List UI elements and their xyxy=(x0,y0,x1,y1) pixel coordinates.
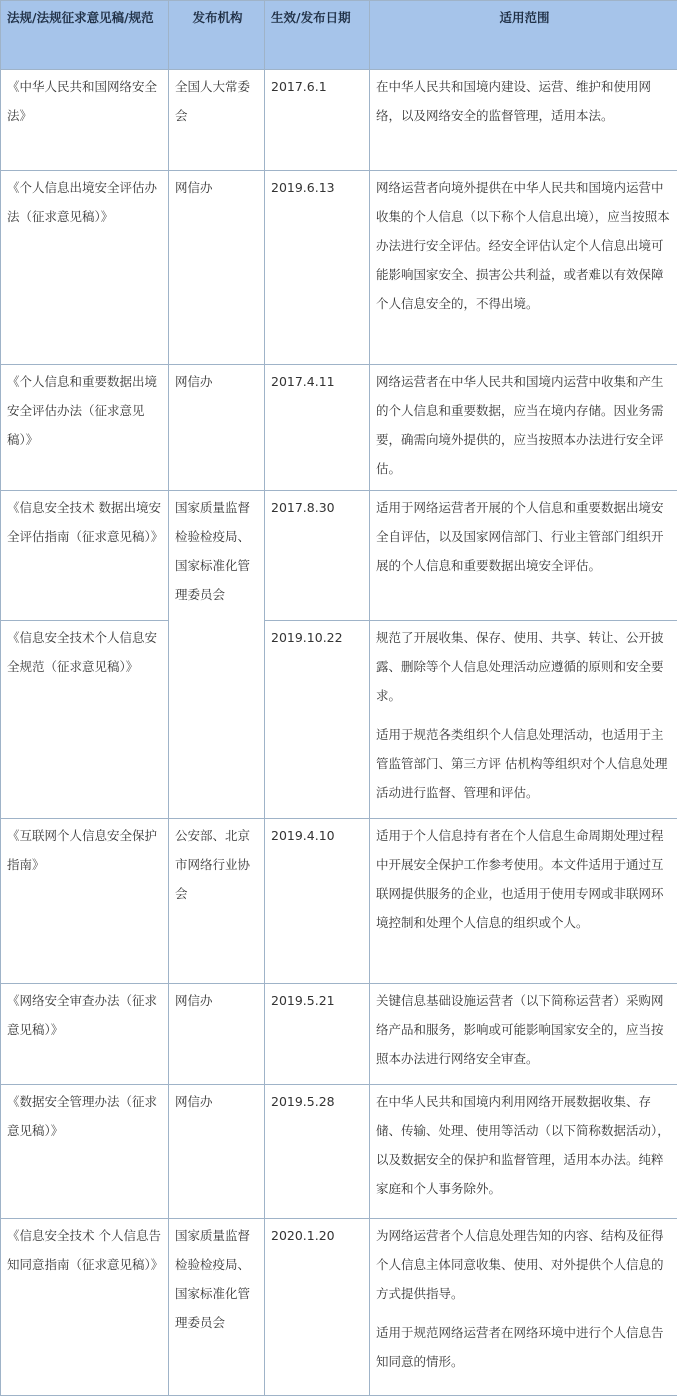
law-cell: 《网络安全审查办法（征求意见稿）》 xyxy=(1,984,169,1085)
date-cell: 2017.6.1 xyxy=(265,70,370,171)
org-cell: 国家质量监督检验检疫局、国家标准化管理委员会 xyxy=(169,491,265,819)
law-cell: 《信息安全技术个人信息安全规范（征求意见稿）》 xyxy=(1,621,169,819)
header-date: 生效/发布日期 xyxy=(265,1,370,70)
scope-cell xyxy=(370,621,677,819)
date-cell: 2019.5.28 xyxy=(265,1085,370,1219)
scope-cell xyxy=(370,171,677,365)
scope-paragraph: 为网络运营者个人信息处理告知的内容、结构及征得个人信息主体同意收集、使用、对外提供个人信息的方式提供指导。 xyxy=(376,1221,671,1308)
org-cell: 网信办 xyxy=(169,171,265,365)
law-cell: 《个人信息出境安全评估办法（征求意见稿）》 xyxy=(1,171,169,365)
scope-paragraph: 适用于规范各类组织个人信息处理活动，也适用于主管监管部门、第三方评 估机构等组织对个人信息处理活动进行监督、管理和评估。 xyxy=(376,720,671,807)
law-cell: 《个人信息和重要数据出境安全评估办法（征求意见稿）》 xyxy=(1,365,169,491)
scope-paragraph: 在中华人民共和国境内利用网络开展数据收集、存储、传输、处理、使用等活动（以下简称数据活动），以及数据安全的保护和监督管理，适用本办法。纯粹家庭和个人事务除外。 xyxy=(376,1087,671,1203)
scope-paragraph: 关键信息基础设施运营者（以下简称运营者）采购网络产品和服务，影响或可能影响国家安全的，应当按照本办法进行网络安全审查。 xyxy=(376,986,671,1073)
scope-cell xyxy=(370,365,677,491)
scope-paragraph: 网络运营者在中华人民共和国境内运营中收集和产生的个人信息和重要数据，应当在境内存储。因业务需要，确需向境外提供的，应当按照本办法进行安全评估。 xyxy=(376,367,671,483)
law-cell: 《互联网个人信息安全保护指南》 xyxy=(1,819,169,984)
date-cell: 2017.8.30 xyxy=(265,491,370,621)
table-row xyxy=(1,819,677,984)
scope-paragraph: 适用于规范网络运营者在网络环境中进行个人信息告知同意的情形。 xyxy=(376,1318,671,1376)
header-org: 发布机构 xyxy=(169,1,265,70)
table-row xyxy=(1,491,677,621)
scope-cell xyxy=(370,70,677,171)
scope-cell xyxy=(370,491,677,621)
scope-cell xyxy=(370,1219,677,1396)
org-cell: 公安部、北京市网络行业协会 xyxy=(169,819,265,984)
table-row xyxy=(1,171,677,365)
scope-paragraph: 在中华人民共和国境内建设、运营、维护和使用网络，以及网络安全的监督管理，适用本法。 xyxy=(376,72,671,130)
table-header-row xyxy=(1,1,677,70)
table-row xyxy=(1,1085,677,1219)
law-cell: 《信息安全技术 个人信息告知同意指南（征求意见稿）》 xyxy=(1,1219,169,1396)
scope-paragraph: 网络运营者向境外提供在中华人民共和国境内运营中收集的个人信息（以下称个人信息出境），应当按照本办法进行安全评估。经安全评估认定个人信息出境可能影响国家安全、损害公共利益，或者难以有效保障个人信息安全的，不得出境。 xyxy=(376,173,671,318)
date-cell: 2020.1.20 xyxy=(265,1219,370,1396)
table-row xyxy=(1,70,677,171)
scope-cell xyxy=(370,984,677,1085)
header-law: 法规/法规征求意见稿/规范 xyxy=(1,1,169,70)
date-cell: 2017.4.11 xyxy=(265,365,370,491)
table-row xyxy=(1,621,677,819)
law-cell: 《信息安全技术 数据出境安全评估指南（征求意见稿）》 xyxy=(1,491,169,621)
date-cell: 2019.10.22 xyxy=(265,621,370,819)
law-cell: 《中华人民共和国网络安全法》 xyxy=(1,70,169,171)
law-cell: 《数据安全管理办法（征求意见稿）》 xyxy=(1,1085,169,1219)
org-cell: 国家质量监督检验检疫局、国家标准化管理委员会 xyxy=(169,1219,265,1396)
header-scope: 适用范围 xyxy=(370,1,677,70)
org-cell: 网信办 xyxy=(169,984,265,1085)
date-cell: 2019.5.21 xyxy=(265,984,370,1085)
date-cell: 2019.6.13 xyxy=(265,171,370,365)
org-cell: 网信办 xyxy=(169,365,265,491)
table-row xyxy=(1,365,677,491)
scope-cell xyxy=(370,819,677,984)
table-row xyxy=(1,984,677,1085)
scope-paragraph: 规范了开展收集、保存、使用、共享、转让、公开披露、删除等个人信息处理活动应遵循的原则和安全要求。 xyxy=(376,623,671,710)
org-cell: 网信办 xyxy=(169,1085,265,1219)
scope-paragraph: 适用于个人信息持有者在个人信息生命周期处理过程中开展安全保护工作参考使用。本文件适用于通过互联网提供服务的企业，也适用于使用专网或非联网环境控制和处理个人信息的组织或个人。 xyxy=(376,821,671,937)
scope-cell xyxy=(370,1085,677,1219)
table-row xyxy=(1,1219,677,1396)
org-cell: 全国人大常委会 xyxy=(169,70,265,171)
scope-paragraph: 适用于网络运营者开展的个人信息和重要数据出境安全自评估，以及国家网信部门、行业主管部门组织开展的个人信息和重要数据出境安全评估。 xyxy=(376,493,671,580)
date-cell: 2019.4.10 xyxy=(265,819,370,984)
